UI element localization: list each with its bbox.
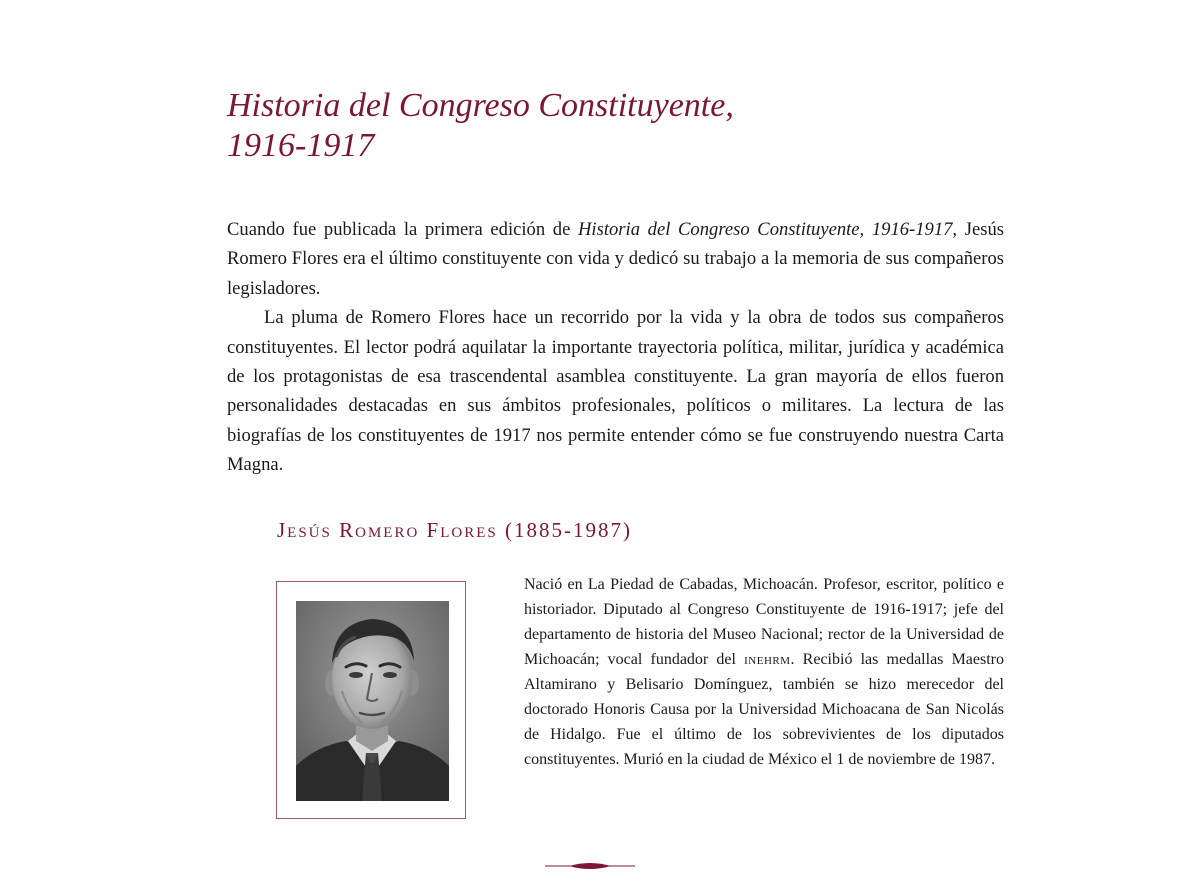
ornament-divider-icon (545, 860, 635, 872)
bio-text-start: Nació en La Piedad de Cabadas, Michoacán. Profesor, escritor, político e historiador. Diputado al Congreso Constituyente de 1916-1917; jefe del departamento de historia del Museo Nacional; rector de la Universidad de Michoacán; vocal fundador del (524, 576, 1004, 668)
intro-p1-text-end: Jesús Romero Flores era el último constituyente con vida y dedicó su trabajo a la memoria de sus compañeros legisladores. (227, 219, 1004, 299)
intro-paragraph-2: La pluma de Romero Flores hace un recorrido por la vida y la obra de todos sus compañeros constituyentes. El lector podrá aquilatar la importante trayectoria política, militar, jurídica y académica de los protagonistas de esa trascendental asamblea constituyente. La gran mayoría de ellos fueron personalidades destacadas en sus ámbitos profesionales, políticos o militares. La lectura de las biografías de los constituyentes de 1917 nos permite entender cómo se fue construyendo nuestra Carta Magna. (227, 307, 1004, 476)
intro-paragraph-1 (227, 215, 1004, 303)
biography-text (524, 572, 1004, 772)
bio-acronym: inehrm (744, 651, 791, 668)
intro-p1-text-start: Cuando fue publicada la primera edición de (227, 219, 578, 240)
portrait-frame (276, 581, 466, 819)
portrait-photo (296, 601, 449, 801)
page-title (227, 86, 1007, 166)
page-title-line-1: Historia del Congreso Constituyente, (227, 87, 734, 124)
bio-text-end: . Recibió las medallas Maestro Altamirano y Belisario Domínguez, también se hizo merecedor del doctorado Honoris Causa por la Universidad Michoacana de San Nicolás de Hidalgo. Fue el último de los sobrevivientes de los diputados constituyentes. Murió en la ciudad de México el 1 de noviembre de 1987. (524, 651, 1004, 768)
profile-heading: Jesús Romero Flores (1885-1987) (277, 518, 632, 542)
book-title-italic: Historia del Congreso Constituyente, 1916-1917, (578, 219, 958, 240)
intro-text (227, 215, 1004, 480)
page-title-line-2: 1916-1917 (227, 127, 375, 164)
